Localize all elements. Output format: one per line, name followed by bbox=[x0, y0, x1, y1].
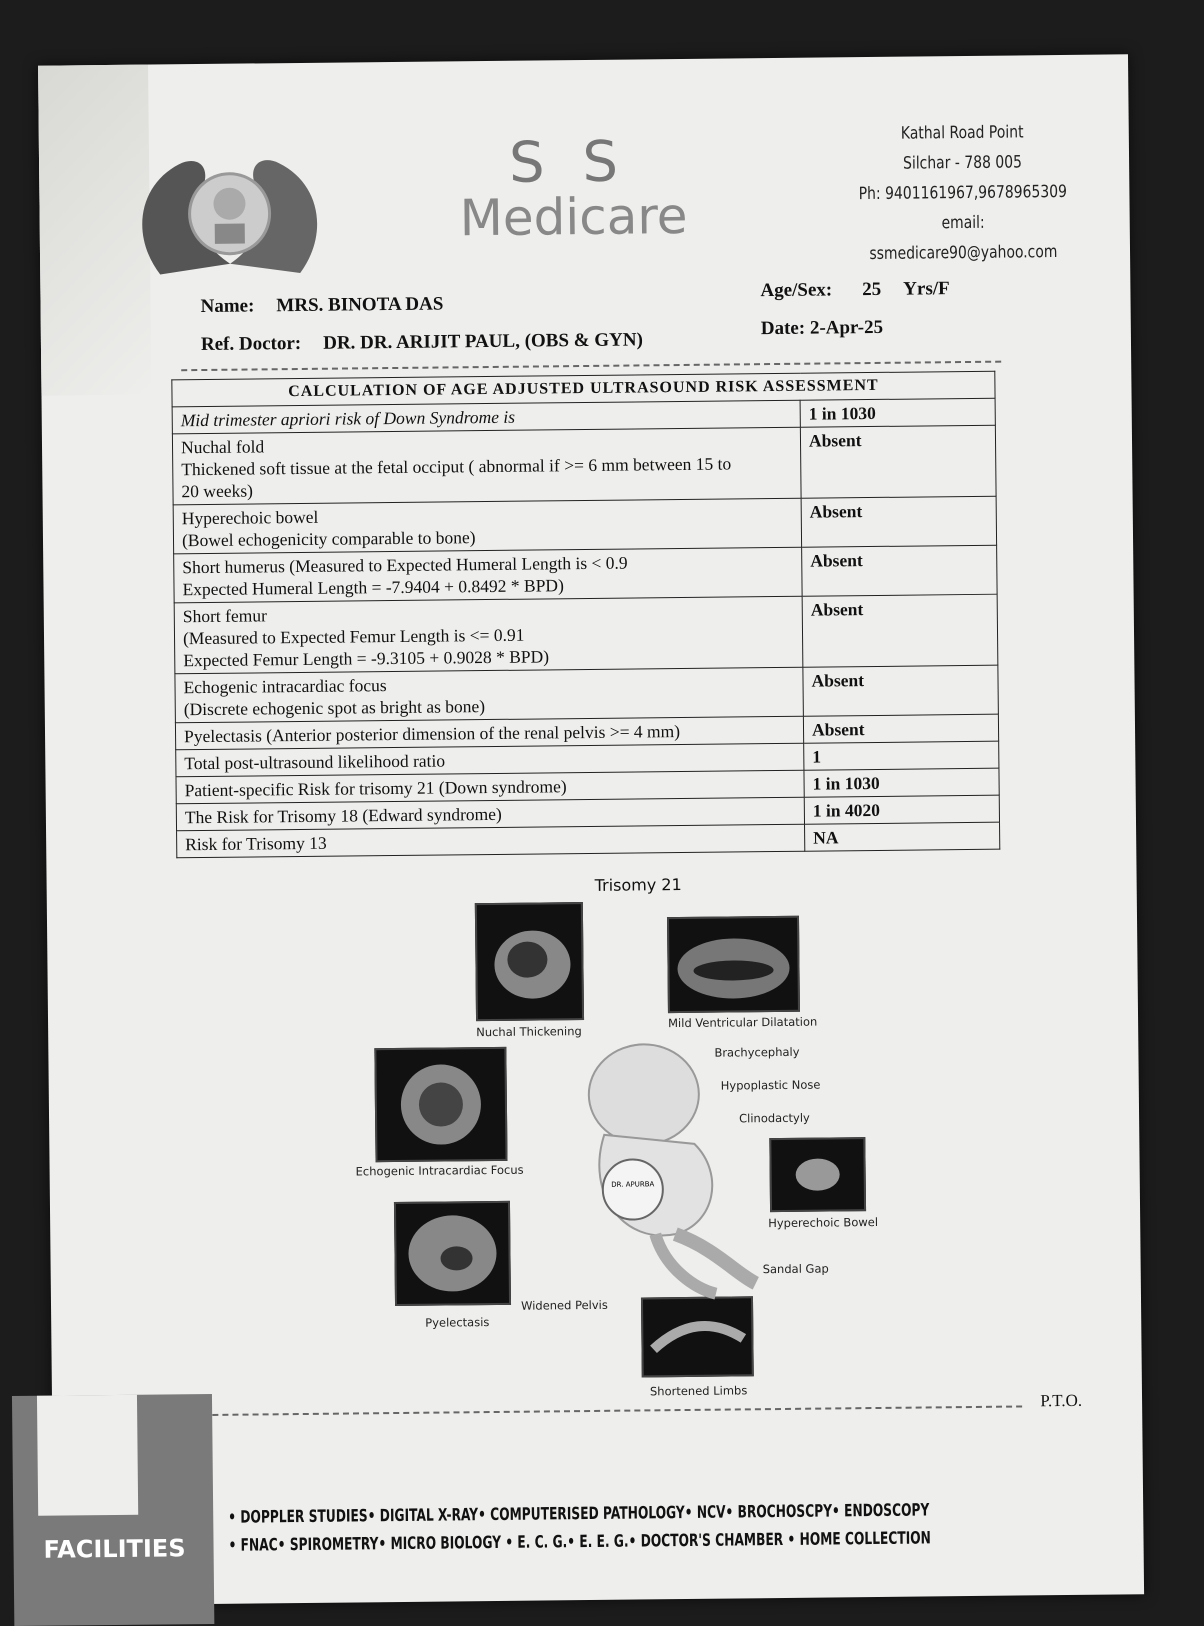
risk-label-line: (Discrete echogenic spot as bright as bone) bbox=[183, 696, 486, 720]
table-title: CALCULATION OF AGE ADJUSTED ULTRASOUND RISK ASSESSMENT bbox=[172, 371, 995, 407]
divider bbox=[181, 361, 1001, 372]
risk-label-cell bbox=[177, 824, 805, 858]
pyelectasis-ultrasound-image bbox=[394, 1201, 511, 1306]
fetus-illustration-icon bbox=[563, 1033, 766, 1305]
facilities-notch bbox=[37, 1395, 138, 1516]
table-row bbox=[172, 425, 996, 505]
table-row bbox=[175, 665, 998, 723]
svg-text:DR. APURBA: DR. APURBA bbox=[611, 1180, 655, 1189]
risk-value-cell: Absent bbox=[802, 545, 998, 596]
date-row bbox=[761, 317, 883, 340]
risk-label-line: Total post-ultrasound likelihood ratio bbox=[184, 750, 446, 774]
table-row bbox=[174, 545, 997, 603]
risk-label-cell bbox=[175, 667, 803, 723]
caption-brachycephaly: Brachycephaly bbox=[714, 1044, 800, 1060]
caption-shortened-limbs: Shortened Limbs bbox=[649, 1383, 748, 1399]
caption-bowel: Hyperechoic Bowel bbox=[768, 1214, 879, 1231]
risk-value-cell: Absent bbox=[803, 665, 999, 716]
risk-label-line: Short femur bbox=[182, 605, 267, 627]
risk-value-cell: Absent bbox=[801, 496, 997, 547]
risk-value-cell: 1 in 1030 bbox=[800, 398, 995, 427]
risk-assessment-table bbox=[171, 371, 1000, 859]
table-row bbox=[174, 594, 998, 674]
risk-value-cell: 1 in 4020 bbox=[804, 795, 999, 824]
ref-doctor-value: DR. DR. ARIJIT PAUL, (OBS & GYN) bbox=[323, 329, 643, 354]
diagram-title: Trisomy 21 bbox=[594, 875, 682, 895]
table-row bbox=[173, 496, 996, 554]
risk-label-line: Hyperechoic bowel bbox=[181, 506, 319, 529]
risk-label-line: Echogenic intracardiac focus bbox=[183, 675, 387, 698]
limbs-ultrasound-image bbox=[641, 1296, 754, 1377]
clinic-address bbox=[855, 117, 1070, 269]
risk-label-line: Expected Femur Length = -9.3105 + 0.9028 * BPD) bbox=[183, 646, 550, 671]
patient-name: MRS. BINOTA DAS bbox=[276, 293, 444, 317]
caption-widened-pelvis: Widened Pelvis bbox=[520, 1297, 608, 1313]
risk-label-line: Mid trimester apriori risk of Down Syndrome is bbox=[180, 406, 516, 431]
hands-logo-icon bbox=[119, 123, 341, 295]
email-line: email: ssmedicare90@yahoo.com bbox=[869, 212, 1058, 265]
facilities-line: • DOPPLER STUDIES• DIGITAL X-RAY• COMPUTERISED PATHOLOGY• NCV• BROCHOSCPY• ENDOSCOPY bbox=[228, 1500, 930, 1528]
caption-pyelectasis: Pyelectasis bbox=[425, 1315, 490, 1330]
pto-text: P.T.O. bbox=[1040, 1390, 1083, 1411]
facilities-label: FACILITIES bbox=[43, 1534, 186, 1564]
facilities-list bbox=[228, 1496, 931, 1559]
risk-label-line: Thickened soft tissue at the fetal occiput ( abnormal if >= 6 mm between 15 to bbox=[181, 453, 732, 480]
risk-label-cell bbox=[174, 547, 802, 603]
patient-name-row bbox=[200, 293, 443, 318]
caption-eif: Echogenic Intracardiac Focus bbox=[355, 1162, 524, 1179]
age-sex-value: 25 Yrs/F bbox=[862, 278, 950, 301]
risk-value-cell: Absent bbox=[802, 594, 998, 667]
address-line: Kathal Road Point bbox=[900, 122, 1024, 144]
bottom-divider bbox=[172, 1405, 1022, 1416]
date-label: Date: bbox=[760, 317, 806, 340]
risk-label-line: The Risk for Trisomy 18 (Edward syndrome) bbox=[184, 803, 502, 828]
risk-label-line: (Bowel echogenicity comparable to bone) bbox=[181, 527, 476, 551]
risk-label-line: (Measured to Expected Femur Length is <= 0.91 bbox=[182, 624, 525, 649]
risk-value-cell: Absent bbox=[800, 425, 996, 498]
age-sex-label: Age/Sex: bbox=[760, 279, 833, 302]
risk-value-cell: NA bbox=[805, 822, 1000, 851]
clinic-logo-short: S S bbox=[508, 129, 629, 196]
risk-label-cell bbox=[174, 596, 803, 674]
risk-label-line: Expected Humeral Length = -7.9404 + 0.8492 * BPD) bbox=[182, 575, 564, 600]
ref-doctor-row bbox=[201, 329, 643, 356]
risk-label-line: Short humerus (Measured to Expected Humeral Length is < 0.9 bbox=[182, 552, 628, 578]
date-value: 2-Apr-25 bbox=[809, 316, 884, 339]
caption-ventricular: Mild Ventricular Dilatation bbox=[668, 1014, 818, 1031]
risk-label-line: Pyelectasis (Anterior posterior dimension of the renal pelvis >= 4 mm) bbox=[183, 721, 681, 747]
risk-value-cell: Absent bbox=[803, 714, 998, 743]
caption-sandal-gap: Sandal Gap bbox=[762, 1261, 829, 1277]
caption-hypoplastic-nose: Hypoplastic Nose bbox=[720, 1077, 821, 1093]
risk-label-line: Risk for Trisomy 13 bbox=[185, 832, 327, 855]
name-label: Name: bbox=[200, 295, 255, 318]
risk-value-cell: 1 bbox=[804, 741, 999, 770]
risk-label-cell bbox=[172, 427, 801, 505]
risk-label-line: Patient-specific Risk for trisomy 21 (Down syndrome) bbox=[184, 776, 567, 801]
clinic-name: Medicare bbox=[459, 186, 688, 248]
facilities-line: • FNAC• SPIROMETRY• MICRO BIOLOGY • E. C. G.• E. E. G.• DOCTOR'S CHAMBER • HOME COLLECTION bbox=[228, 1528, 931, 1556]
risk-label-line: Nuchal fold bbox=[180, 436, 265, 458]
age-sex-row bbox=[760, 278, 949, 302]
ref-doctor-label: Ref. Doctor: bbox=[200, 332, 302, 356]
nuchal-ultrasound-image bbox=[475, 902, 584, 1021]
risk-label-cell bbox=[173, 498, 801, 554]
caption-nuchal: Nuchal Thickening bbox=[476, 1024, 582, 1040]
caption-clinodactyly: Clinodactyly bbox=[739, 1110, 810, 1126]
address-line: Silchar - 788 005 bbox=[902, 152, 1023, 174]
eif-ultrasound-image bbox=[374, 1047, 507, 1162]
report-page bbox=[38, 54, 1144, 1605]
bowel-ultrasound-image bbox=[769, 1137, 866, 1212]
ventricular-ultrasound-image bbox=[667, 916, 800, 1013]
facilities-block bbox=[12, 1394, 214, 1626]
risk-value-cell: 1 in 1030 bbox=[804, 768, 999, 797]
phone-line: Ph: 9401161967,9678965309 bbox=[858, 181, 1068, 205]
risk-label-line: 20 weeks) bbox=[181, 480, 254, 502]
